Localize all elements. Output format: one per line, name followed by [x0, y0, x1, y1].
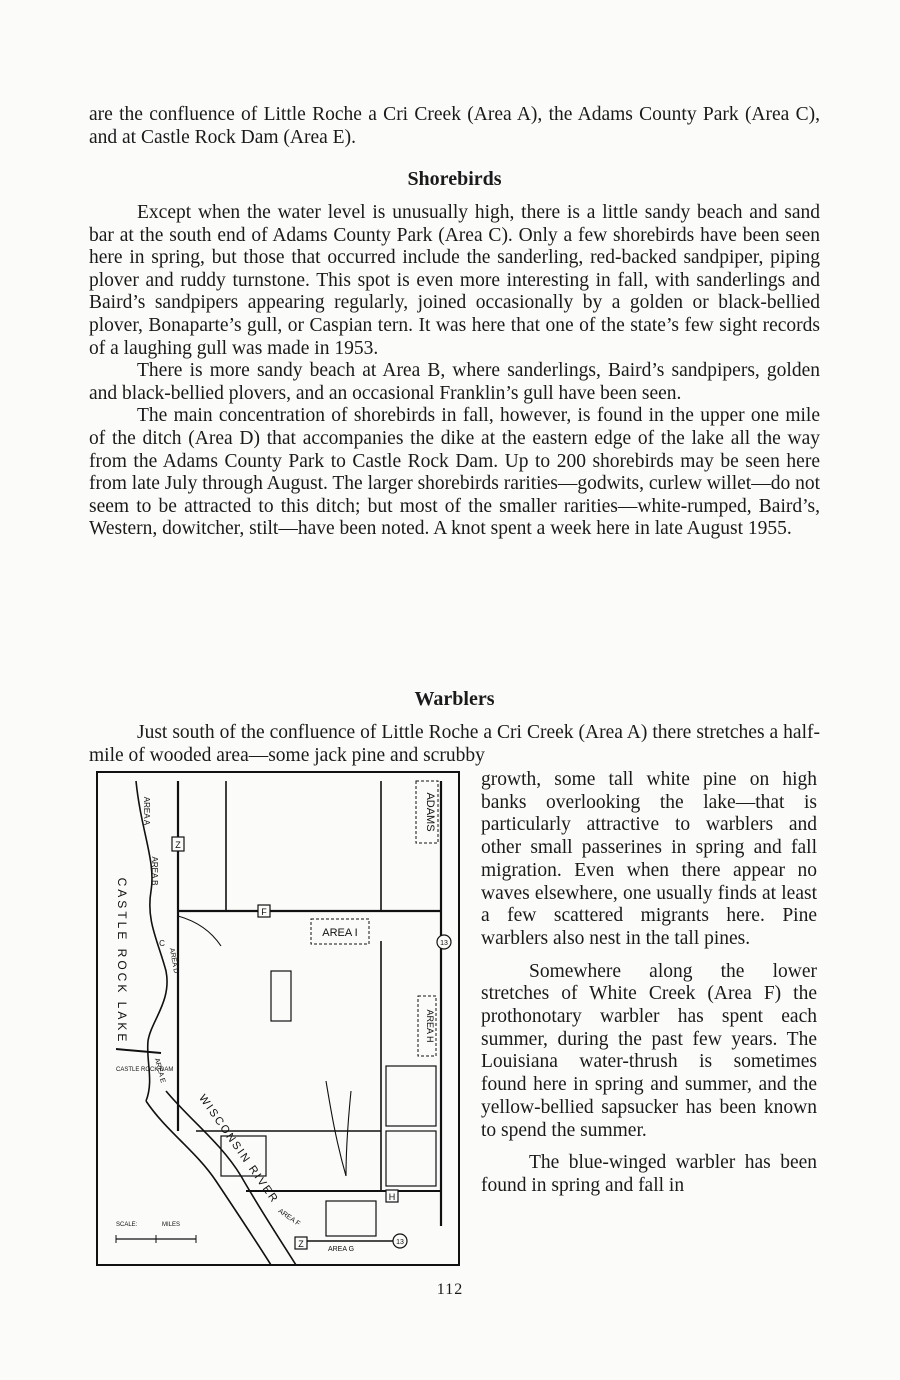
area-c-label: C: [159, 939, 165, 948]
area-d-label: AREA D: [167, 947, 180, 974]
castle-rock-dam: [116, 1049, 161, 1053]
shorebirds-heading: Shorebirds: [407, 168, 502, 190]
area-map: [96, 771, 460, 1266]
creek: [178, 916, 221, 946]
area-i-label: AREA I: [322, 927, 358, 939]
area-f-label: AREA F: [276, 1207, 302, 1228]
creek: [326, 1081, 346, 1176]
miles-label: MILES: [162, 1222, 181, 1228]
field-block: [386, 1131, 436, 1186]
field-block: [326, 1201, 376, 1236]
area-g-label: AREA G: [327, 1246, 355, 1253]
dam-label: CASTLE ROCK DAM: [116, 1067, 174, 1073]
river-label: WISCONSIN RIVER: [196, 1092, 281, 1207]
area-b-label: AREA B: [150, 856, 159, 886]
shorebirds-section: [89, 202, 820, 541]
county-label: ADAMS: [424, 792, 436, 832]
map-label: Z: [298, 1239, 304, 1249]
warblers-column: [481, 769, 817, 1198]
page-number: 112: [436, 1281, 464, 1298]
warblers-heading: Warblers: [414, 688, 495, 710]
river-bank-west: [146, 1101, 271, 1265]
warblers-paragraph-3: The blue-winged warbler has been found in spring and fall in: [481, 1152, 817, 1196]
area-a-label: AREA A: [142, 796, 151, 826]
warblers-paragraph-2: Somewhere along the lower stretches of White Creek (Area F) the prothonotary warbler has spent each summer, during the past few years. The Louisiana water-thrush is sometimes found here in spring and summer, and the yellow-bellied sapsucker has been known to spend the summer.: [481, 960, 817, 1141]
shorebirds-paragraph-2: There is more sandy beach at Area B, where sanderlings, Baird’s sandpipers, golden and black-bellied plovers, and an occasional Franklin’s gull have been seen.: [89, 360, 820, 404]
shorebirds-paragraph-3: The main concentration of shorebirds in fall, however, is found in the upper one mile of the ditch (Area D) that accompanies the dike at the eastern edge of the lake all the way from the Adams County Park to Castle Rock Dam. Up to 200 shorebirds may be seen here from late July through August. The larger shorebirds rarities—godwits, curlew willet—do not seem to be attracted to this ditch; but most of the smaller rarities—white-rumped, Baird’s, Western, dowitcher, stilt—have been noted. A knot spent a week here in late August 1955.: [89, 405, 820, 540]
scale-label: SCALE:: [116, 1222, 138, 1228]
shorebirds-paragraph-1: Except when the water level is unusually high, there is a little sandy beach and sand bar at the south end of Adams County Park (Area C). Only a few shorebirds have been seen here in spring, but those that occurred include the sanderling, red-backed sandpiper, piping plover and ruddy turnstone. This spot is even more interesting in fall, with sanderlings and Baird’s sandpipers appearing regularly, joined occasionally by a golden or black-bellied plover, Bonaparte’s gull, or Caspian tern. It was here that one of the state’s few sight records of a laughing gull was made in 1953.: [89, 202, 820, 359]
intro-paragraph: are the confluence of Little Roche a Cri Creek (Area A), the Adams County Park (Area C), and at Castle Rock Dam (Area E).: [89, 104, 820, 148]
map-label: 13: [396, 1239, 404, 1246]
field-block: [386, 1066, 436, 1126]
field-block: [271, 971, 291, 1021]
warblers-paragraph-1: growth, some tall white pine on high banks overlooking the lake—that is particularly attractive to warblers and other small passerines in spring and fall migration. Even when there appear no waves elsewhere, one usually finds at least a few scattered migrants here. Pine warblers also nest in the tall pines.: [481, 769, 817, 949]
map-label: Z: [175, 840, 181, 850]
lake-label: CASTLE ROCK LAKE: [115, 877, 129, 1045]
warblers-lead-paragraph: Just south of the confluence of Little Roche a Cri Creek (Area A) there stretches a half-mile of wooded area—some jack pine and scrubby: [89, 722, 820, 766]
map-label: 13: [440, 940, 448, 947]
area-h-label: AREA H: [425, 1009, 435, 1043]
area-e-label: AREA E: [152, 1057, 167, 1084]
map-label: F: [261, 907, 267, 917]
creek: [346, 1091, 351, 1176]
map-label: H: [388, 1192, 396, 1202]
